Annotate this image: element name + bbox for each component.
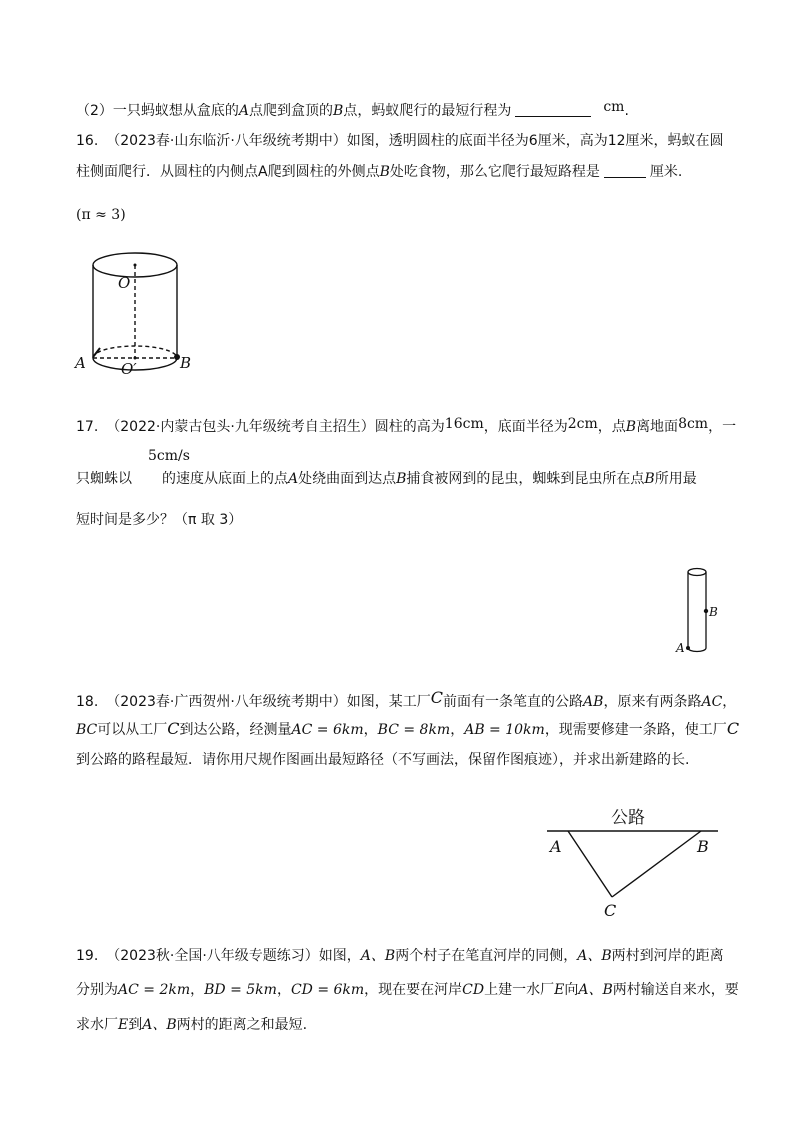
q19-l2c: 上建一水厂 bbox=[484, 982, 555, 998]
q19-eq1: AC = 2km bbox=[118, 982, 191, 998]
q17-l2e: 所用最 bbox=[654, 471, 697, 487]
q18-t1: 如图，某工厂 bbox=[346, 694, 431, 710]
q18-label-a: A bbox=[550, 837, 562, 856]
q19-l3b: 到 bbox=[128, 1017, 143, 1033]
q17-source: （2022·内蒙古包头·九年级统考自主招生） bbox=[106, 419, 375, 435]
q18-l2a: 可以从工厂 bbox=[97, 722, 168, 738]
q17-t3: ，点 bbox=[597, 419, 626, 435]
q17-point-b-2: B bbox=[396, 471, 407, 487]
q19-ab: A、B bbox=[360, 948, 396, 964]
q16-answer-blank[interactable] bbox=[604, 163, 646, 178]
q16-text1: 如图，透明圆柱的底面半径为6厘米，高为12厘米，蚂蚁在圆 bbox=[346, 133, 724, 149]
q17-number: 17. bbox=[76, 419, 99, 435]
q16-point-b: B bbox=[379, 164, 390, 180]
q17-t2: ，底面半径为 bbox=[483, 419, 568, 435]
q18-road-label: 公路 bbox=[611, 808, 645, 828]
q17-speed: 5cm/s bbox=[148, 448, 190, 464]
q18-l2c: ，现需要修建一条路，使工厂 bbox=[544, 722, 727, 738]
q16-pi-note: (π ≈ 3) bbox=[76, 207, 126, 223]
q18-eq2: BC = 8km bbox=[377, 722, 451, 738]
q17-t5: ，一 bbox=[708, 419, 737, 435]
q19-e-2: E bbox=[118, 1017, 129, 1033]
q15-text-mid2: 点，蚂蚁爬行的最短行程为 bbox=[343, 103, 512, 119]
q18-t3end: ， bbox=[722, 694, 737, 710]
q17-point-b: B bbox=[625, 419, 637, 435]
q18-ab: AB bbox=[583, 694, 604, 710]
q17-label-b: B bbox=[709, 605, 718, 619]
q17-l2a: 只蜘蛛以 bbox=[76, 471, 132, 487]
q19-line1 bbox=[76, 946, 724, 966]
q16-text2c: 厘米. bbox=[649, 164, 683, 180]
q19-number: 19. bbox=[76, 948, 99, 964]
q15-text-mid1: 点爬到盒顶的 bbox=[249, 103, 334, 119]
q18-t3: ，原来有两条路 bbox=[603, 694, 702, 710]
q19-cd: CD bbox=[462, 982, 485, 998]
q19-source: （2023秋·全国·八年级专题练习） bbox=[106, 948, 319, 964]
q16-line2 bbox=[76, 162, 682, 182]
q18-c-3: C bbox=[726, 719, 740, 738]
q18-line2 bbox=[76, 719, 739, 740]
q17-point-b-3: B bbox=[644, 471, 655, 487]
q19-ab-2: A、B bbox=[577, 948, 612, 964]
q18-source: （2023春·广西贺州·八年级统考期中） bbox=[106, 694, 347, 710]
q18-c: C bbox=[430, 688, 444, 707]
q19-l2d: 向 bbox=[564, 982, 579, 998]
q18-label-b: B bbox=[697, 837, 709, 856]
q17-line1 bbox=[76, 414, 736, 437]
q19-line3 bbox=[76, 1015, 307, 1035]
q18-eq3: AB = 10km bbox=[464, 722, 545, 738]
q17-l2d: 捕食被网到的昆虫，蜘蛛到昆虫所在点 bbox=[406, 471, 645, 487]
q16-label-o-prime: O′ bbox=[121, 360, 137, 378]
q18-comma-1: ， bbox=[363, 722, 378, 738]
q17-distance: 8cm bbox=[678, 416, 709, 432]
q18-t2: 前面有一条笔直的公路 bbox=[443, 694, 584, 710]
q15-end: . bbox=[624, 103, 629, 119]
q16-label-a: A bbox=[75, 354, 86, 372]
q19-line2: 分别为AC = 2km，BD = 5km，CD = 6km，现在要在河岸CD上建一水厂E向A、B两村输送自来水，要 bbox=[76, 982, 739, 998]
q19-eq2: BD = 5km bbox=[204, 982, 277, 998]
q19-l2e: 两村输送自来水，要 bbox=[612, 982, 739, 998]
q19-ab-3: A、B bbox=[578, 982, 613, 998]
q17-point-a: A bbox=[288, 471, 299, 487]
q18-bc: BC bbox=[76, 722, 98, 738]
q18-ac: AC bbox=[701, 694, 723, 710]
q18-c-2: C bbox=[167, 719, 180, 738]
q17-l2c: 处绕曲面到达点 bbox=[298, 471, 397, 487]
q19-l2b: ，现在要在河岸 bbox=[364, 982, 463, 998]
q18-l2b: 到达公路，经测量 bbox=[179, 722, 292, 738]
q16-label-o: O bbox=[118, 274, 131, 292]
q19-t2: 两个村子在笔直河岸的同侧， bbox=[395, 948, 578, 964]
q18-number: 18. bbox=[76, 694, 99, 710]
q17-line3: 短时间是多少？（π 取 3） bbox=[76, 512, 243, 528]
q15-point-b: B bbox=[333, 103, 344, 119]
q17-radius: 2cm bbox=[567, 416, 598, 432]
q16-line1 bbox=[76, 131, 724, 151]
q15-answer-blank[interactable] bbox=[515, 102, 591, 117]
q15-sub2-line bbox=[76, 97, 629, 121]
q16-text2a: 柱侧面爬行．从圆柱的内侧点A爬到圆柱的外侧点 bbox=[76, 164, 380, 180]
q18-label-c: C bbox=[604, 901, 617, 920]
q16-text2b: 处吃食物，那么它爬行最短路程是 bbox=[389, 164, 600, 180]
q17-t1: 圆柱的高为 bbox=[374, 419, 445, 435]
q17-l2b: 的速度从底面上的点 bbox=[162, 471, 288, 487]
q19-eq3: CD = 6km bbox=[290, 982, 365, 998]
q19-t3: 两村到河岸的距离 bbox=[611, 948, 724, 964]
q18-line3: 到公路的路程最短．请你用尺规作图画出最短路径（不写画法，保留作图痕迹），并求出新建路的长. bbox=[76, 752, 690, 768]
q19-e: E bbox=[554, 982, 565, 998]
q18-eq1: AC = 6km bbox=[291, 722, 364, 738]
q16-number: 16. bbox=[76, 133, 99, 149]
q19-l3c: 两村的距离之和最短. bbox=[176, 1017, 308, 1033]
q19-l3a: 求水厂 bbox=[76, 1017, 118, 1033]
q16-label-b: B bbox=[180, 354, 192, 372]
q15-unit: cm bbox=[603, 99, 625, 115]
q18-line1 bbox=[76, 688, 736, 712]
q17-line2 bbox=[76, 469, 697, 489]
q19-l2a: 分别为 bbox=[76, 982, 118, 998]
q18-comma-2: ， bbox=[450, 722, 465, 738]
q17-t4: 离地面 bbox=[636, 419, 679, 435]
q19-t1: 如图， bbox=[318, 948, 361, 964]
q17-label-a: A bbox=[676, 641, 685, 655]
q19-ab-4: A、B bbox=[142, 1017, 177, 1033]
q17-height: 16cm bbox=[444, 416, 484, 432]
q16-source: （2023春·山东临沂·八年级统考期中） bbox=[106, 133, 347, 149]
q15-point-a: A bbox=[238, 103, 250, 119]
q15-text: （2）一只蚂蚁想从盒底的 bbox=[76, 103, 239, 119]
